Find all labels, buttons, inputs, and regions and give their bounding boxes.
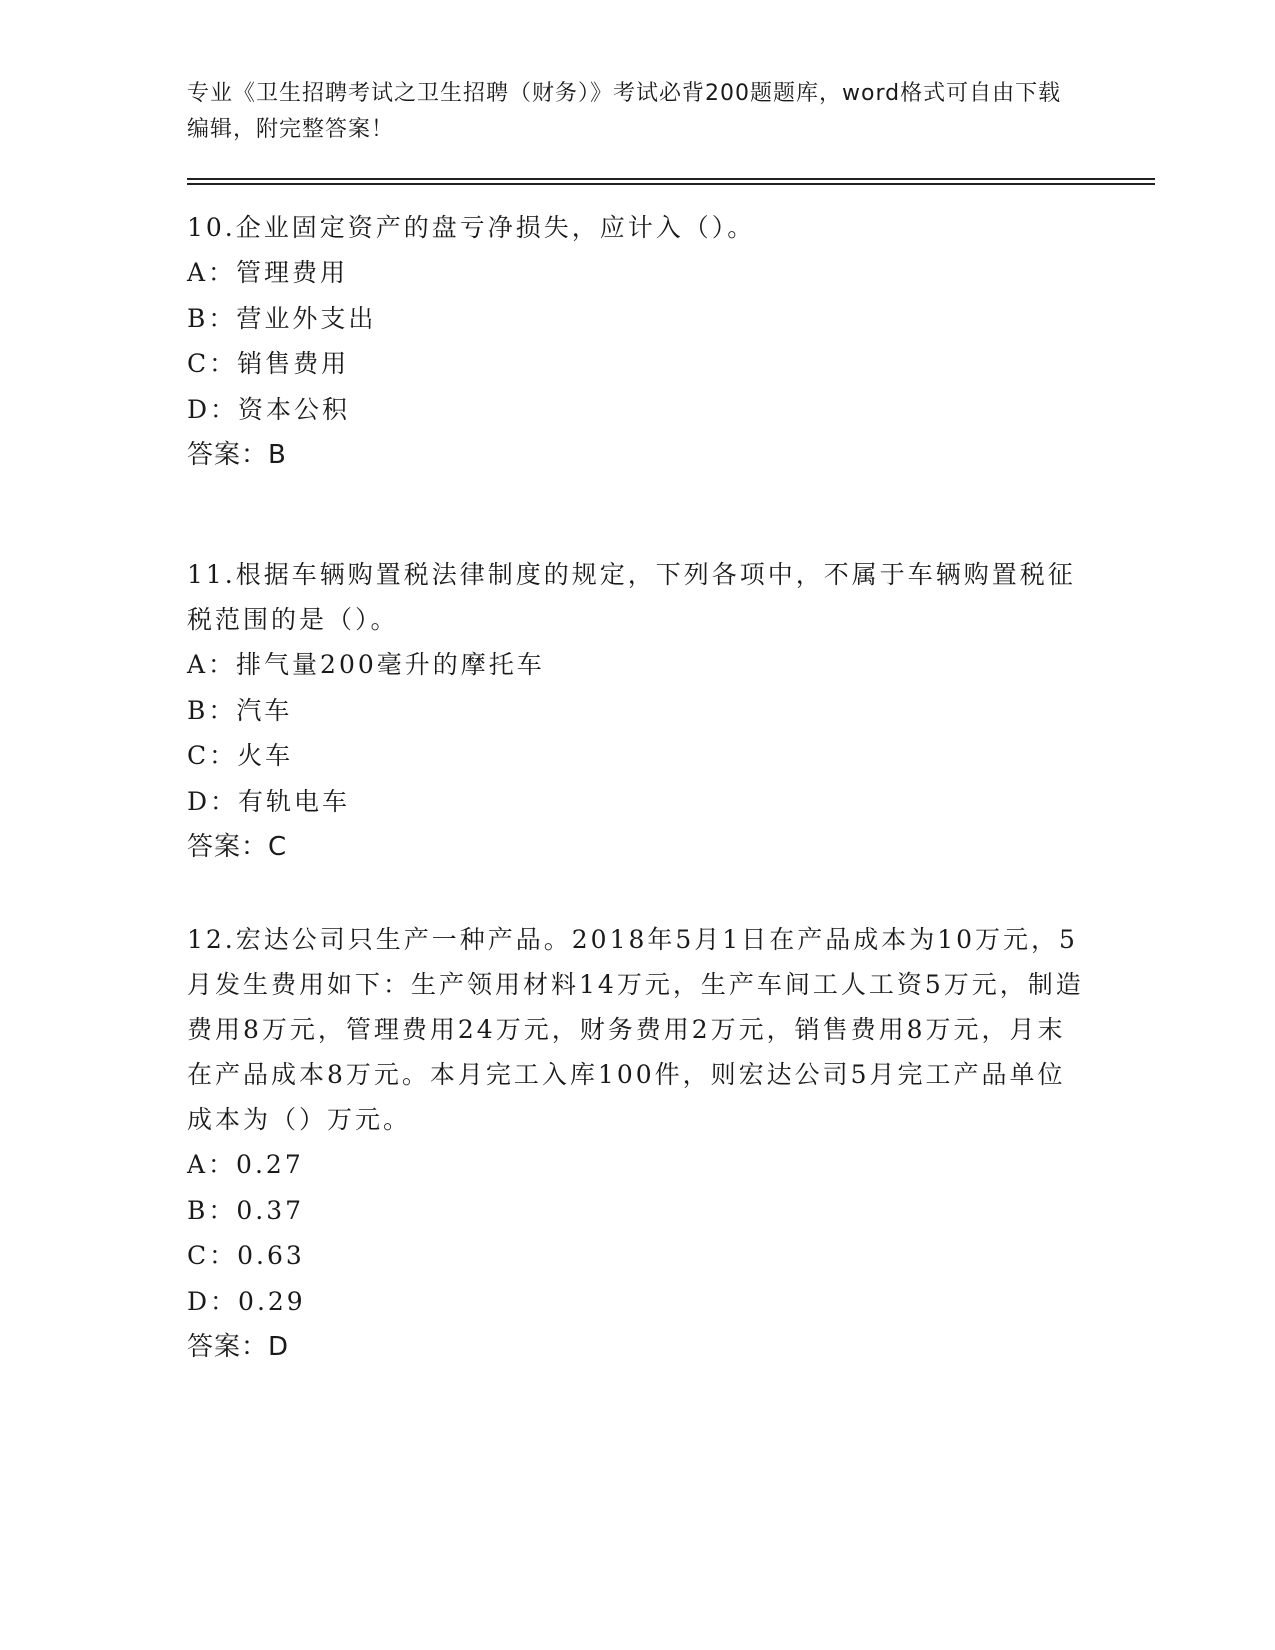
option-c: C：销售费用	[187, 349, 350, 378]
option-c: C：0.63	[187, 1241, 305, 1270]
option-a: A：排气量200毫升的摩托车	[187, 650, 545, 679]
document-header: 专业《卫生招聘考试之卫生招聘（财务）》考试必背200题题库，word格式可自由下载编辑，附完整答案！	[187, 81, 1062, 142]
answer: 答案：C	[187, 832, 288, 862]
answer: 答案：D	[187, 1332, 290, 1362]
option-d: D：资本公积	[187, 394, 351, 424]
header-divider	[187, 178, 1155, 185]
question-stem: 11.根据车辆购置税法律制度的规定，下列各项中，不属于车辆购置税征税范围的是（）。	[187, 560, 1076, 634]
question-stem: 10.企业固定资产的盘亏净损失，应计入（）。	[187, 213, 756, 242]
option-a: A：0.27	[187, 1150, 304, 1179]
option-b: B：营业外支出	[187, 303, 377, 333]
answer: 答案：B	[187, 440, 287, 470]
question-stem: 12.宏达公司只生产一种产品。2018年5月1日在产品成本为10万元，5月发生费用如下：生产领用材料14万元，生产车间工人工资5万元，制造费用8万元，管理费用24万元，财务费用2万元，销售费用8万元，月末在产品成本8万元。本月完工入库100件，则宏达公司5月完工产品单位成本为（）万元。	[187, 925, 1084, 1134]
option-b: B：0.37	[187, 1195, 305, 1225]
question-12	[187, 917, 1087, 1370]
option-c: C：火车	[187, 741, 294, 770]
option-b: B：汽车	[187, 695, 293, 725]
option-d: D：0.29	[187, 1286, 306, 1316]
option-d: D：有轨电车	[187, 786, 351, 816]
question-11	[187, 552, 1087, 870]
option-a: A：管理费用	[187, 258, 349, 287]
question-10	[187, 205, 1087, 478]
